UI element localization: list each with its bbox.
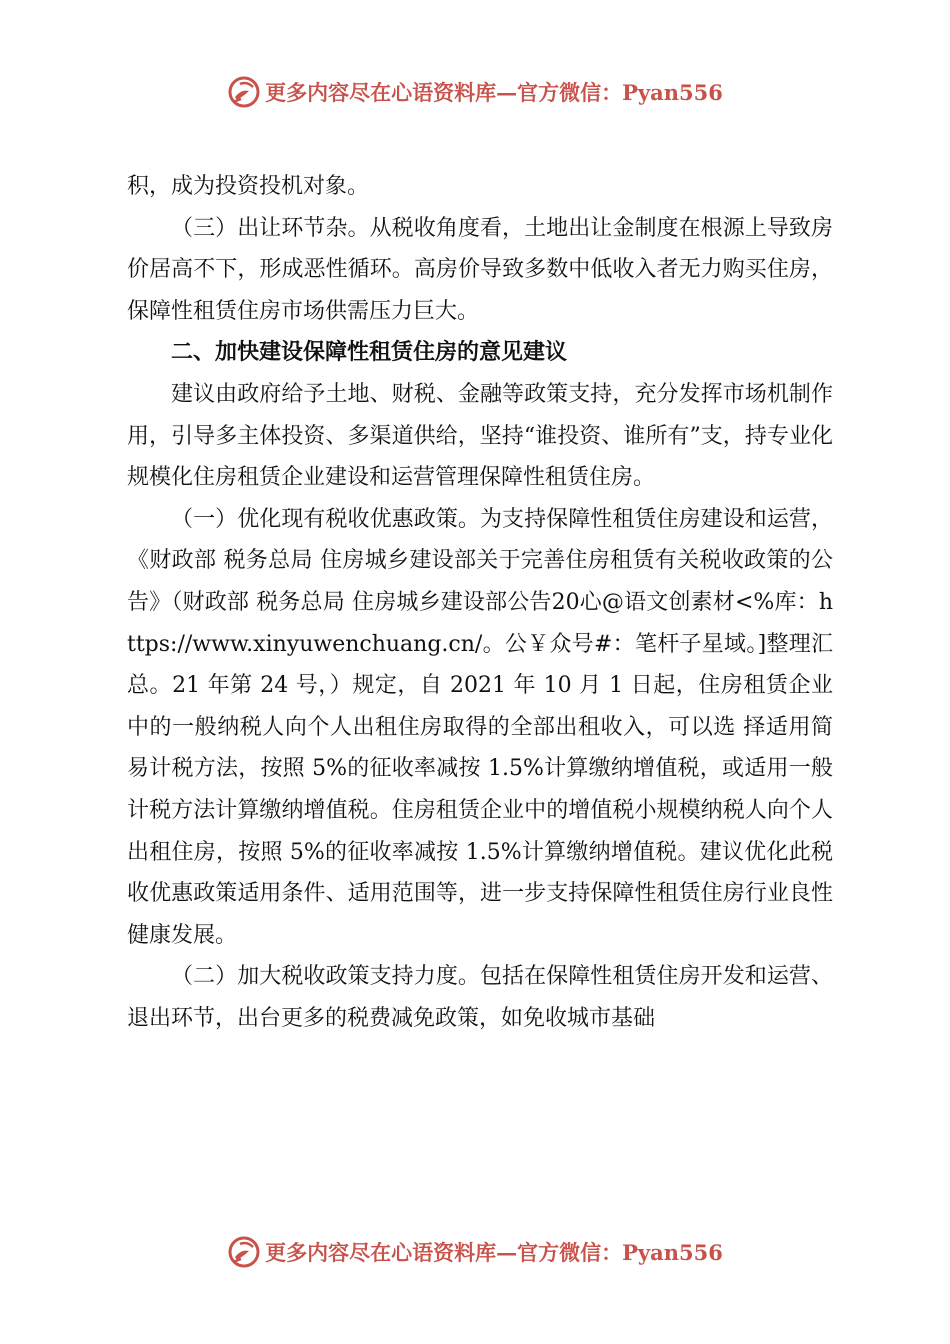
paragraph-section-three: （三）出让环节杂。从税收角度看，土地出让金制度在根源上导致房价居高不下，形成恶性循环。高房价导致多数中低收入者无力购买住房，保障性租赁住房市场供需压力巨大。 — [127, 215, 833, 324]
flame-book-logo-icon — [227, 75, 261, 109]
paragraph-tax-support: （二）加大税收政策支持力度。包括在保障性租赁住房开发和运营、退出环节，出台更多的税费减免政策，如免收城市基础 — [127, 964, 833, 1031]
footer-banner — [0, 1232, 950, 1272]
paragraph-tax-policy: （一）优化现有税收优惠政策。为支持保障性租赁住房建设和运营，《财政部 税务总局 住房城乡建设部关于完善住房租赁有关税收政策的公告》（财政部 税务总局 住房城乡建设部公告20心@语文创素材<%库：https://www.xinyuwenchuang.cn/。公￥众号#：笔杆子星域。]整理汇总。21 年第 24 号，）规定，自 2021 年 10 月 1 日起，住房租赁企业中的一般纳税人向个人出租住房取得的全部出租收入，可以选 择适用简易计税方法，按照 5%的征收率减按 1.5%计算缴纳增值税，或适用一般计税方法计算缴纳增值税。住房租赁企业中的增值税小规模纳税人向个人出租住房，按照 5%的征收率减按 1.5%计算缴纳增值税。建议优化此税收优惠政策适用条件、适用范围等，进一步支持保障性租赁住房行业良性健康发展。 — [127, 506, 833, 948]
paragraph-suggestions: 建议由政府给予土地、财税、金融等政策支持，充分发挥市场机制作用，引导多主体投资、多渠道供给，坚持“谁投资、谁所有”支，持专业化规模化住房租赁企业建设和运营管理保障性租赁住房。 — [127, 381, 833, 491]
section-heading: 二、加快建设保障性租赁住房的意见建议 — [171, 340, 568, 366]
paragraph-continuation: 积，成为投资投机对象。 — [127, 174, 370, 199]
flame-book-logo-icon — [227, 1235, 261, 1269]
document-body — [127, 166, 833, 1039]
header-banner-text: 更多内容尽在心语资料库—官方微信：Pyan556 — [265, 80, 723, 105]
footer-banner-text: 更多内容尽在心语资料库—官方微信：Pyan556 — [265, 1240, 723, 1265]
header-banner — [0, 72, 950, 112]
